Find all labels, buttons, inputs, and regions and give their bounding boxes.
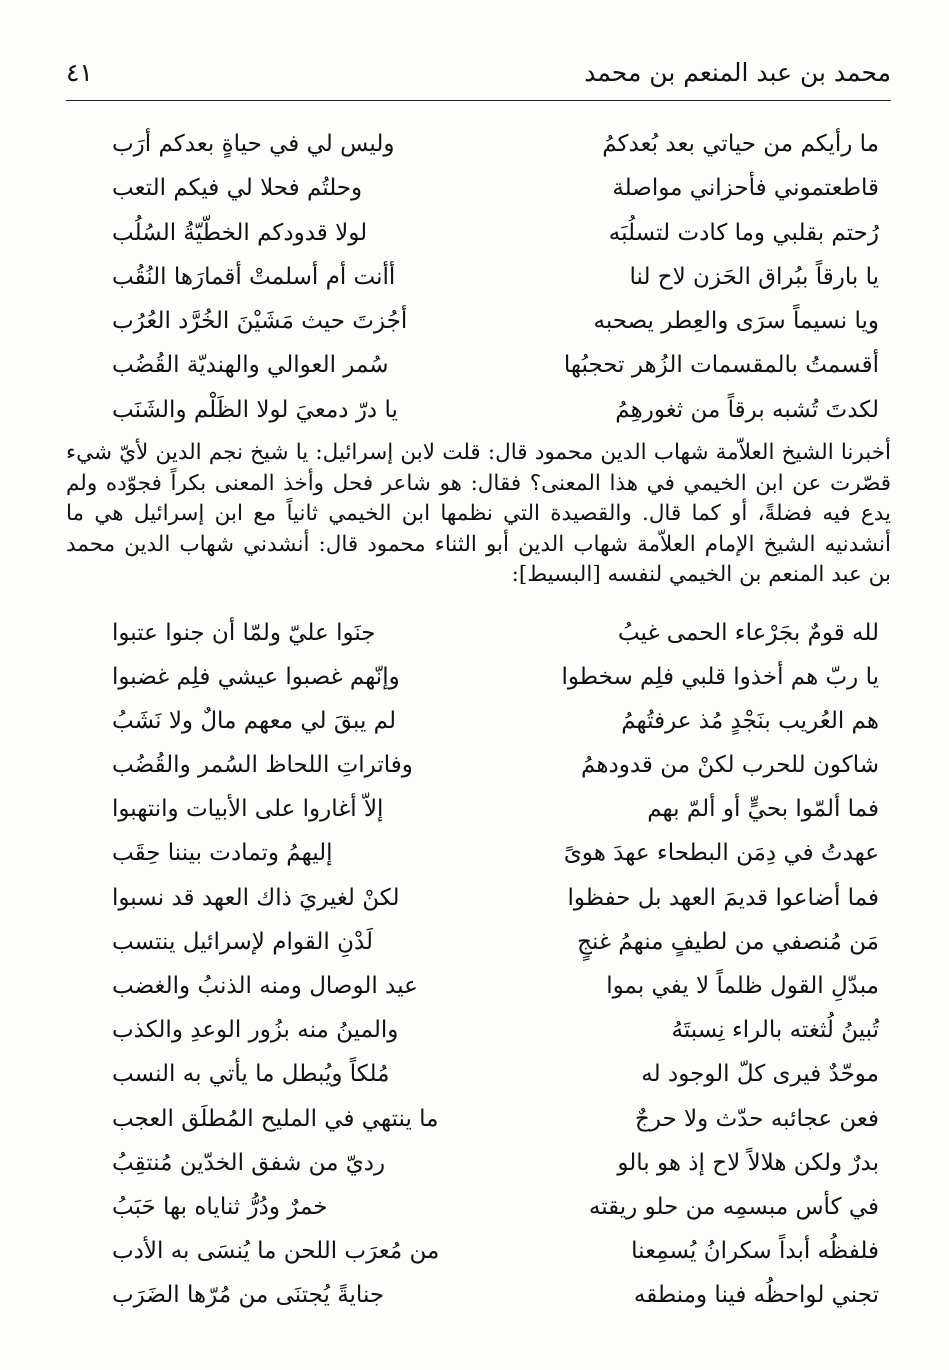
verse-line (66, 1054, 891, 1098)
verse-line (66, 257, 891, 301)
verse-line (66, 213, 891, 257)
verse-second-hemistich: رديّ من شفق الخدّين مُنتقِبُ (112, 1149, 386, 1176)
verse-first-hemistich: لكدتَ تُشبه برقاً من ثغورهِمُ (615, 396, 879, 423)
verse-second-hemistich: مُلكاً ويُبطل ما يأتي به النسب (112, 1061, 390, 1088)
verse-line (66, 124, 891, 168)
verse-line (66, 1231, 891, 1275)
verse-line (66, 745, 891, 789)
verse-first-hemistich: رُحتم بقلبي وما كادت لتسلُبَه (608, 219, 879, 246)
verse-line (66, 168, 891, 212)
verse-second-hemistich: لولا قدودكم الخطّيّةُ السُلُب (112, 219, 368, 246)
verse-second-hemistich: وحلتُم فحلا لي فيكم التعب (112, 175, 363, 202)
header-rule (66, 100, 891, 101)
poem-block-1 (66, 124, 891, 434)
verse-line (66, 1099, 891, 1143)
verse-second-hemistich: يا درّ دمعيَ لولا الظَلْم والشَنَب (112, 396, 398, 423)
verse-line (66, 345, 891, 389)
verse-first-hemistich: قاطعتموني فأحزاني مواصلة (612, 175, 879, 202)
poem-block-2 (66, 613, 891, 1320)
verse-first-hemistich: فعن عجائبه حدّث ولا حرجٌ (634, 1105, 879, 1132)
verse-first-hemistich: ويا نسيماً سرَى والعِطر يصحبه (593, 308, 879, 335)
verse-first-hemistich: تُبينُ لُثغته بالراء نِسبتَهُ (671, 1017, 879, 1044)
verse-line (66, 922, 891, 966)
verse-second-hemistich: عيد الوصال ومنه الذنبُ والغضب (112, 973, 418, 1000)
verse-first-hemistich: أقسمتُ بالمقسمات الزُهر تحجبُها (563, 352, 879, 379)
verse-second-hemistich: والمينُ منه بزُور الوعدِ والكذب (112, 1017, 399, 1044)
verse-line (66, 301, 891, 345)
verse-first-hemistich: عهدتُ في دِمَن البطحاء عهدَ هوىً (563, 840, 879, 867)
verse-first-hemistich: في كأس مبسمِه من حلو ريقته (588, 1193, 879, 1220)
verse-line (66, 1275, 891, 1319)
verse-second-hemistich: وفاتراتِ اللحاظ السُمر والقُضُب (112, 752, 413, 779)
verse-first-hemistich: موحّدٌ فيرى كلّ الوجود له (641, 1061, 879, 1088)
verse-second-hemistich: أأنت أم أسلمتْ أقمارَها النُقُب (112, 263, 396, 290)
verse-first-hemistich: ما رأيكم من حياتي بعد بُعدكمُ (602, 131, 879, 157)
verse-first-hemistich: فما ألمّوا بحيٍّ أو ألمّ بهم (647, 796, 879, 823)
verse-second-hemistich: إلاّ أغاروا على الأبيات وانتهبوا (112, 796, 384, 823)
verse-first-hemistich: يا بارقاً ببُراق الحَزن لاح لنا (629, 263, 879, 290)
verse-line (66, 613, 891, 657)
verse-second-hemistich: ما ينتهي في المليح المُطلَق العجب (112, 1105, 439, 1132)
verse-second-hemistich: أجُزتَ حيث مَشَيْنَ الخُرَّد العُرُب (112, 308, 408, 335)
verse-first-hemistich: بدرٌ ولكن هلالاً لاح إذ هو بالو (617, 1149, 879, 1176)
verse-first-hemistich: مبدّلِ القول ظلماً لا يفي بموا (606, 973, 879, 1000)
verse-line (66, 1010, 891, 1054)
verse-second-hemistich: جنايةً يُجتنَى من مُرّها الضَرَب (112, 1282, 385, 1309)
page-number: ٤١ (66, 58, 93, 87)
verse-line (66, 1143, 891, 1187)
verse-second-hemistich: لكنْ لغيريَ ذاك العهد قد نسبوا (112, 884, 400, 911)
verse-first-hemistich: فما أضاعوا قديمَ العهد بل حفظوا (567, 884, 879, 911)
verse-second-hemistich: من مُعرَب اللحن ما يُنسَى به الأدب (112, 1238, 440, 1265)
verse-second-hemistich: لَدْنِ القوام لإسرائيل ينتسب (112, 928, 374, 955)
verse-line (66, 1187, 891, 1231)
verse-second-hemistich: سُمر العوالي والهنديّة القُضُب (112, 352, 389, 379)
verse-line (66, 390, 891, 434)
verse-second-hemistich: لم يبقَ لي معهم مالٌ ولا نَشَبُ (112, 707, 396, 734)
verse-second-hemistich: وليس لي في حياةٍ بعدكم أرَب (112, 131, 395, 157)
verse-second-hemistich: إليهمُ وتمادت بيننا حِقَب (112, 840, 333, 867)
verse-line (66, 833, 891, 877)
verse-line (66, 657, 891, 701)
prose-paragraph: أخبرنا الشيخ العلاّمة شهاب الدين محمود قال: قلت لابن إسرائيل: يا شيخ نجم الدين لأيّ شيء قصّرت عن ابن الخيمي في هذا المعنى؟ فقال: هو شاعر فحل وأخذ المعنى بكراً فجوّده ولم يدع فيه فضلةً، أو كما قال. والقصيدة التي نظمها ابن الخيمي ثانياً مع ابن إسرائيل هي ما أنشدنيه الشيخ الإمام العلاّمة شهاب الدين أبو الثناء محمود قال: أنشدني شهاب الدين محمد بن عبد المنعم بن الخيمي لنفسه [البسيط]: (66, 440, 891, 588)
page-header (66, 52, 891, 98)
verse-line (66, 966, 891, 1010)
verse-second-hemistich: جنَوا عليّ ولمّا أن جنوا عتبوا (112, 619, 376, 646)
verse-line (66, 878, 891, 922)
verse-first-hemistich: شاكون للحرب لكنْ من قدودهمُ (581, 752, 879, 779)
verse-first-hemistich: مَن مُنصفي من لطيفٍ منهمُ غنجٍ (577, 928, 879, 955)
verse-first-hemistich: فلفظُه أبداً سكرانُ يُسمِعنا (631, 1238, 879, 1265)
running-title: محمد بن عبد المنعم بن محمد (584, 58, 891, 87)
verse-first-hemistich: يا ربّ هم أخذوا قلبي فلِم سخطوا (561, 663, 879, 690)
verse-line (66, 789, 891, 833)
verse-first-hemistich: تجني لواحظُه فينا ومنطقه (633, 1282, 879, 1309)
verse-first-hemistich: هم العُريب بنَجْدٍ مُذ عرفتُهمُ (621, 707, 879, 734)
verse-second-hemistich: وإنّهم غصبوا عيشي فلِم غضبوا (112, 663, 400, 690)
verse-first-hemistich: لله قومٌ بجَرْعاء الحمى غيبُ (617, 619, 879, 646)
verse-line (66, 701, 891, 745)
verse-second-hemistich: خمرٌ ودُرُّ ثناياه بها حَبَبُ (112, 1193, 328, 1220)
